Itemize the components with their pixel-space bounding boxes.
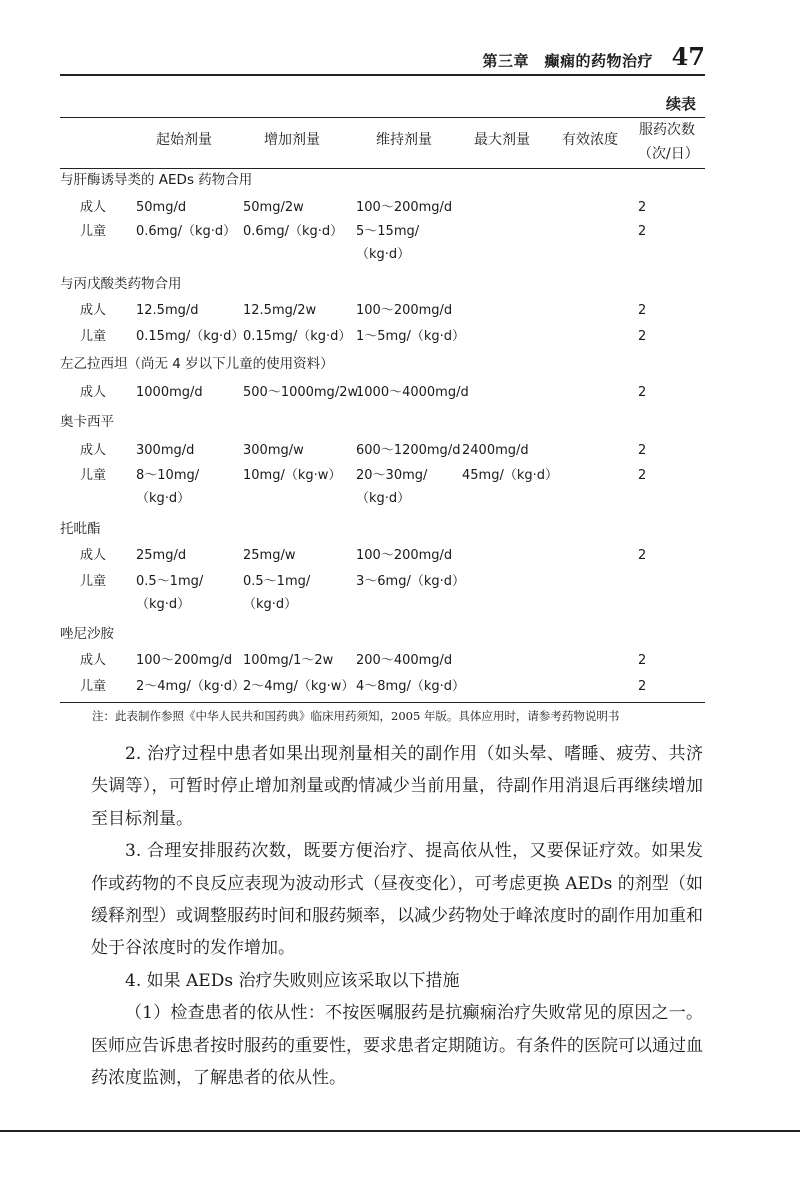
cell-start-line2: （kg·d） — [136, 597, 191, 612]
row-who: 成人 — [80, 385, 107, 400]
cell-maint: 4～8mg/（kg·d） — [356, 679, 466, 694]
table-top-rule — [60, 117, 705, 118]
cell-inc: 500～1000mg/2w — [243, 385, 359, 400]
cell-inc: 12.5mg/2w — [243, 303, 317, 318]
cell-maint: 20～30mg/ — [356, 468, 428, 483]
row-who: 儿童 — [80, 574, 107, 589]
cell-maint: 100～200mg/d — [356, 548, 453, 563]
col-max-dose: 最大剂量 — [474, 132, 530, 148]
cell-start: 50mg/d — [136, 200, 187, 215]
cell-max: 2400mg/d — [462, 443, 529, 458]
table-note: 注：此表制作参照《中华人民共和国药典》临床用药须知，2005 年版。具体应用时，请参考药物说明书 — [92, 709, 620, 723]
cell-start: 0.6mg/（kg·d） — [136, 224, 237, 239]
cell-freq: 2 — [638, 385, 647, 400]
col-start-dose: 起始剂量 — [156, 132, 212, 148]
col-frequency: 服药次数 — [639, 122, 695, 138]
cell-freq: 2 — [638, 679, 647, 694]
col-maintenance-dose: 维持剂量 — [376, 132, 432, 148]
cell-maint: 5～15mg/ — [356, 224, 420, 239]
cell-start: 8～10mg/ — [136, 468, 200, 483]
cell-freq: 2 — [638, 548, 647, 563]
cell-inc: 0.6mg/（kg·d） — [243, 224, 344, 239]
row-who: 成人 — [80, 443, 107, 458]
group-title: 奥卡西平 — [60, 414, 114, 430]
cell-start: 2～4mg/（kg·d） — [136, 679, 246, 694]
cell-maint-line2: （kg·d） — [356, 491, 411, 506]
cell-freq: 2 — [638, 468, 647, 483]
cell-maint: 1000～4000mg/d — [356, 385, 469, 400]
cell-inc: 0.15mg/（kg·d） — [243, 329, 352, 344]
group-title: 与肝酶诱导类的 AEDs 药物合用 — [60, 172, 253, 188]
row-who: 儿童 — [80, 329, 107, 344]
cell-freq: 2 — [638, 303, 647, 318]
paragraph: 4. 如果 AEDs 治疗失败则应该采取以下措施 — [125, 970, 460, 991]
row-who: 成人 — [80, 303, 107, 318]
cell-maint-line2: （kg·d） — [356, 247, 411, 262]
cell-maint: 100～200mg/d — [356, 303, 453, 318]
row-who: 儿童 — [80, 468, 107, 483]
cell-start: 300mg/d — [136, 443, 195, 458]
cell-maint: 3～6mg/（kg·d） — [356, 574, 466, 589]
table-continued-label: 续表 — [665, 95, 696, 113]
cell-start: 12.5mg/d — [136, 303, 199, 318]
row-who: 成人 — [80, 200, 107, 215]
cell-start: 25mg/d — [136, 548, 187, 563]
row-who: 儿童 — [80, 679, 107, 694]
cell-inc: 2～4mg/（kg·w） — [243, 679, 355, 694]
cell-max: 45mg/（kg·d） — [462, 468, 559, 483]
col-frequency-unit: （次/日） — [638, 146, 699, 162]
cell-maint: 100～200mg/d — [356, 200, 453, 215]
cell-inc: 25mg/w — [243, 548, 296, 563]
cell-inc: 10mg/（kg·w） — [243, 468, 342, 483]
body-text — [91, 738, 703, 1094]
cell-inc: 300mg/w — [243, 443, 304, 458]
cell-freq: 2 — [638, 443, 647, 458]
page-bottom-rule — [0, 1130, 800, 1132]
cell-inc: 100mg/1～2w — [243, 653, 334, 668]
table-bottom-rule — [60, 702, 705, 703]
cell-maint: 200～400mg/d — [356, 653, 453, 668]
col-effective-conc: 有效浓度 — [562, 132, 618, 148]
cell-freq: 2 — [638, 653, 647, 668]
row-who: 成人 — [80, 653, 107, 668]
cell-start: 0.15mg/（kg·d） — [136, 329, 245, 344]
row-who: 儿童 — [80, 224, 107, 239]
cell-freq: 2 — [638, 329, 647, 344]
group-title: 唑尼沙胺 — [60, 626, 114, 642]
group-title: 与丙戊酸类药物合用 — [60, 276, 182, 292]
col-increment-dose: 增加剂量 — [264, 132, 320, 148]
cell-inc: 50mg/2w — [243, 200, 304, 215]
paragraph: 3. 合理安排服药次数，既要方便治疗、提高依从性，又要保证疗效。如果发作或药物的不良反应表现为波动形式（昼夜变化），可考虑更换 AEDs 的剂型（如缓释剂型）或调整服药时间和服药频率，以减少药物处于峰浓度时的副作用加重和处于谷浓度时的发作增加。 — [91, 841, 703, 959]
paragraph: 2. 治疗过程中患者如果出现剂量相关的副作用（如头晕、嗜睡、疲劳、共济失调等），可暂时停止增加剂量或酌情减少当前用量，待副作用消退后再继续增加至目标剂量。 — [91, 744, 703, 829]
cell-inc-line2: （kg·d） — [243, 597, 298, 612]
group-title: 左乙拉西坦（尚无 4 岁以下儿童的使用资料） — [60, 356, 334, 372]
cell-start-line2: （kg·d） — [136, 491, 191, 506]
cell-inc: 0.5～1mg/ — [243, 574, 311, 589]
cell-freq: 2 — [638, 224, 647, 239]
paragraph: （1）检查患者的依从性：不按医嘱服药是抗癫痫治疗失败常见的原因之一。医师应告诉患者按时服药的重要性，要求患者定期随访。有条件的医院可以通过血药浓度监测，了解患者的依从性。 — [91, 1003, 703, 1089]
page-number: 47 — [671, 42, 705, 71]
cell-start: 0.5～1mg/ — [136, 574, 204, 589]
running-header — [60, 44, 705, 76]
cell-maint: 1～5mg/（kg·d） — [356, 329, 466, 344]
row-who: 成人 — [80, 548, 107, 563]
cell-freq: 2 — [638, 200, 647, 215]
chapter-title: 第三章 癫痫的药物治疗 — [482, 52, 653, 70]
cell-start: 1000mg/d — [136, 385, 203, 400]
cell-start: 100～200mg/d — [136, 653, 233, 668]
group-title: 托吡酯 — [60, 521, 101, 537]
cell-maint: 600～1200mg/d — [356, 443, 461, 458]
